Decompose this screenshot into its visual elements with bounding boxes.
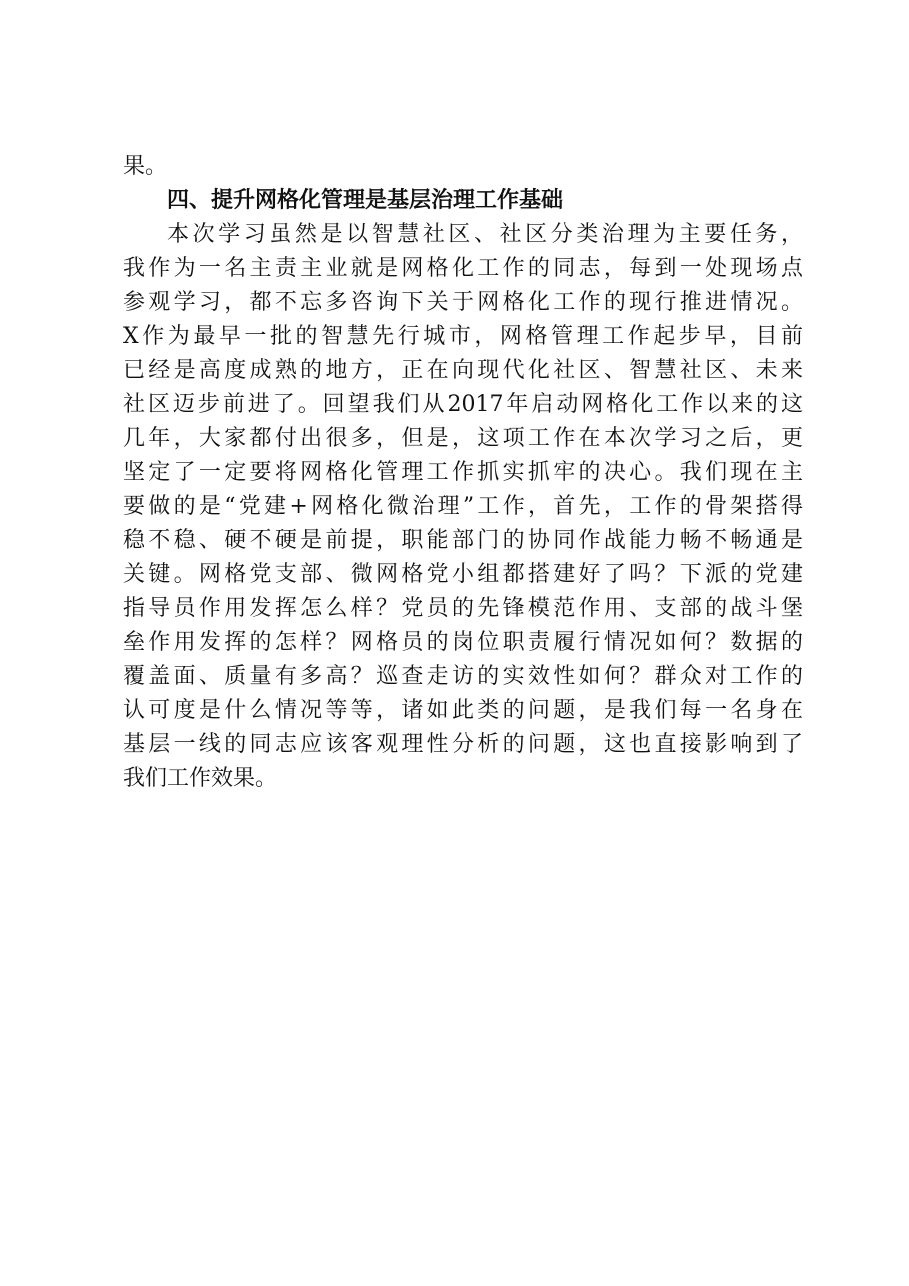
paragraph-line: 覆盖面、质量有多高？巡查走访的实效性如何？群众对工作的 (123, 664, 803, 689)
paragraph-line: 参观学习，都不忘多咨询下关于网格化工作的现行推进情况。 (123, 290, 803, 315)
paragraph-line: 垒作用发挥的怎样？网格员的岗位职责履行情况如何？数据的 (123, 630, 803, 655)
paragraph-line: 已经是高度成熟的地方，正在向现代化社区、智慧社区、未来 (123, 358, 803, 383)
paragraph-last-line: 我们工作效果。 (123, 766, 278, 791)
paragraph-line: 坚定了一定要将网格化管理工作抓实抓牢的决心。我们现在主 (123, 460, 803, 485)
paragraph-line: 几年，大家都付出很多，但是，这项工作在本次学习之后，更 (123, 426, 803, 451)
paragraph-line: 指导员作用发挥怎么样？党员的先锋模范作用、支部的战斗堡 (123, 596, 803, 621)
document-body (123, 150, 803, 796)
paragraph-line: 稳不稳、硬不硬是前提，职能部门的协同作战能力畅不畅通是 (123, 528, 803, 553)
paragraph-line: 要做的是“党建+网格化微治理”工作，首先，工作的骨架搭得 (123, 494, 803, 519)
paragraph-line: 我作为一名主责主业就是网格化工作的同志，每到一处现场点 (123, 256, 803, 281)
paragraph-line: 本次学习虽然是以智慧社区、社区分类治理为主要任务， (167, 222, 803, 247)
paragraph-line: 认可度是什么情况等等，诸如此类的问题，是我们每一名身在 (123, 698, 803, 723)
paragraph-line: 基层一线的同志应该客观理性分析的问题，这也直接影响到了 (123, 732, 803, 757)
paragraph-line: 关键。网格党支部、微网格党小组都搭建好了吗？下派的党建 (123, 562, 803, 587)
paragraph-line: 社区迈步前进了。回望我们从2017年启动网格化工作以来的这 (123, 392, 803, 417)
paragraph-line: X作为最早一批的智慧先行城市，网格管理工作起步早，目前 (123, 324, 803, 349)
paragraph-tail-line: 果。 (123, 154, 168, 179)
section-heading: 四、提升网格化管理是基层治理工作基础 (167, 188, 564, 213)
